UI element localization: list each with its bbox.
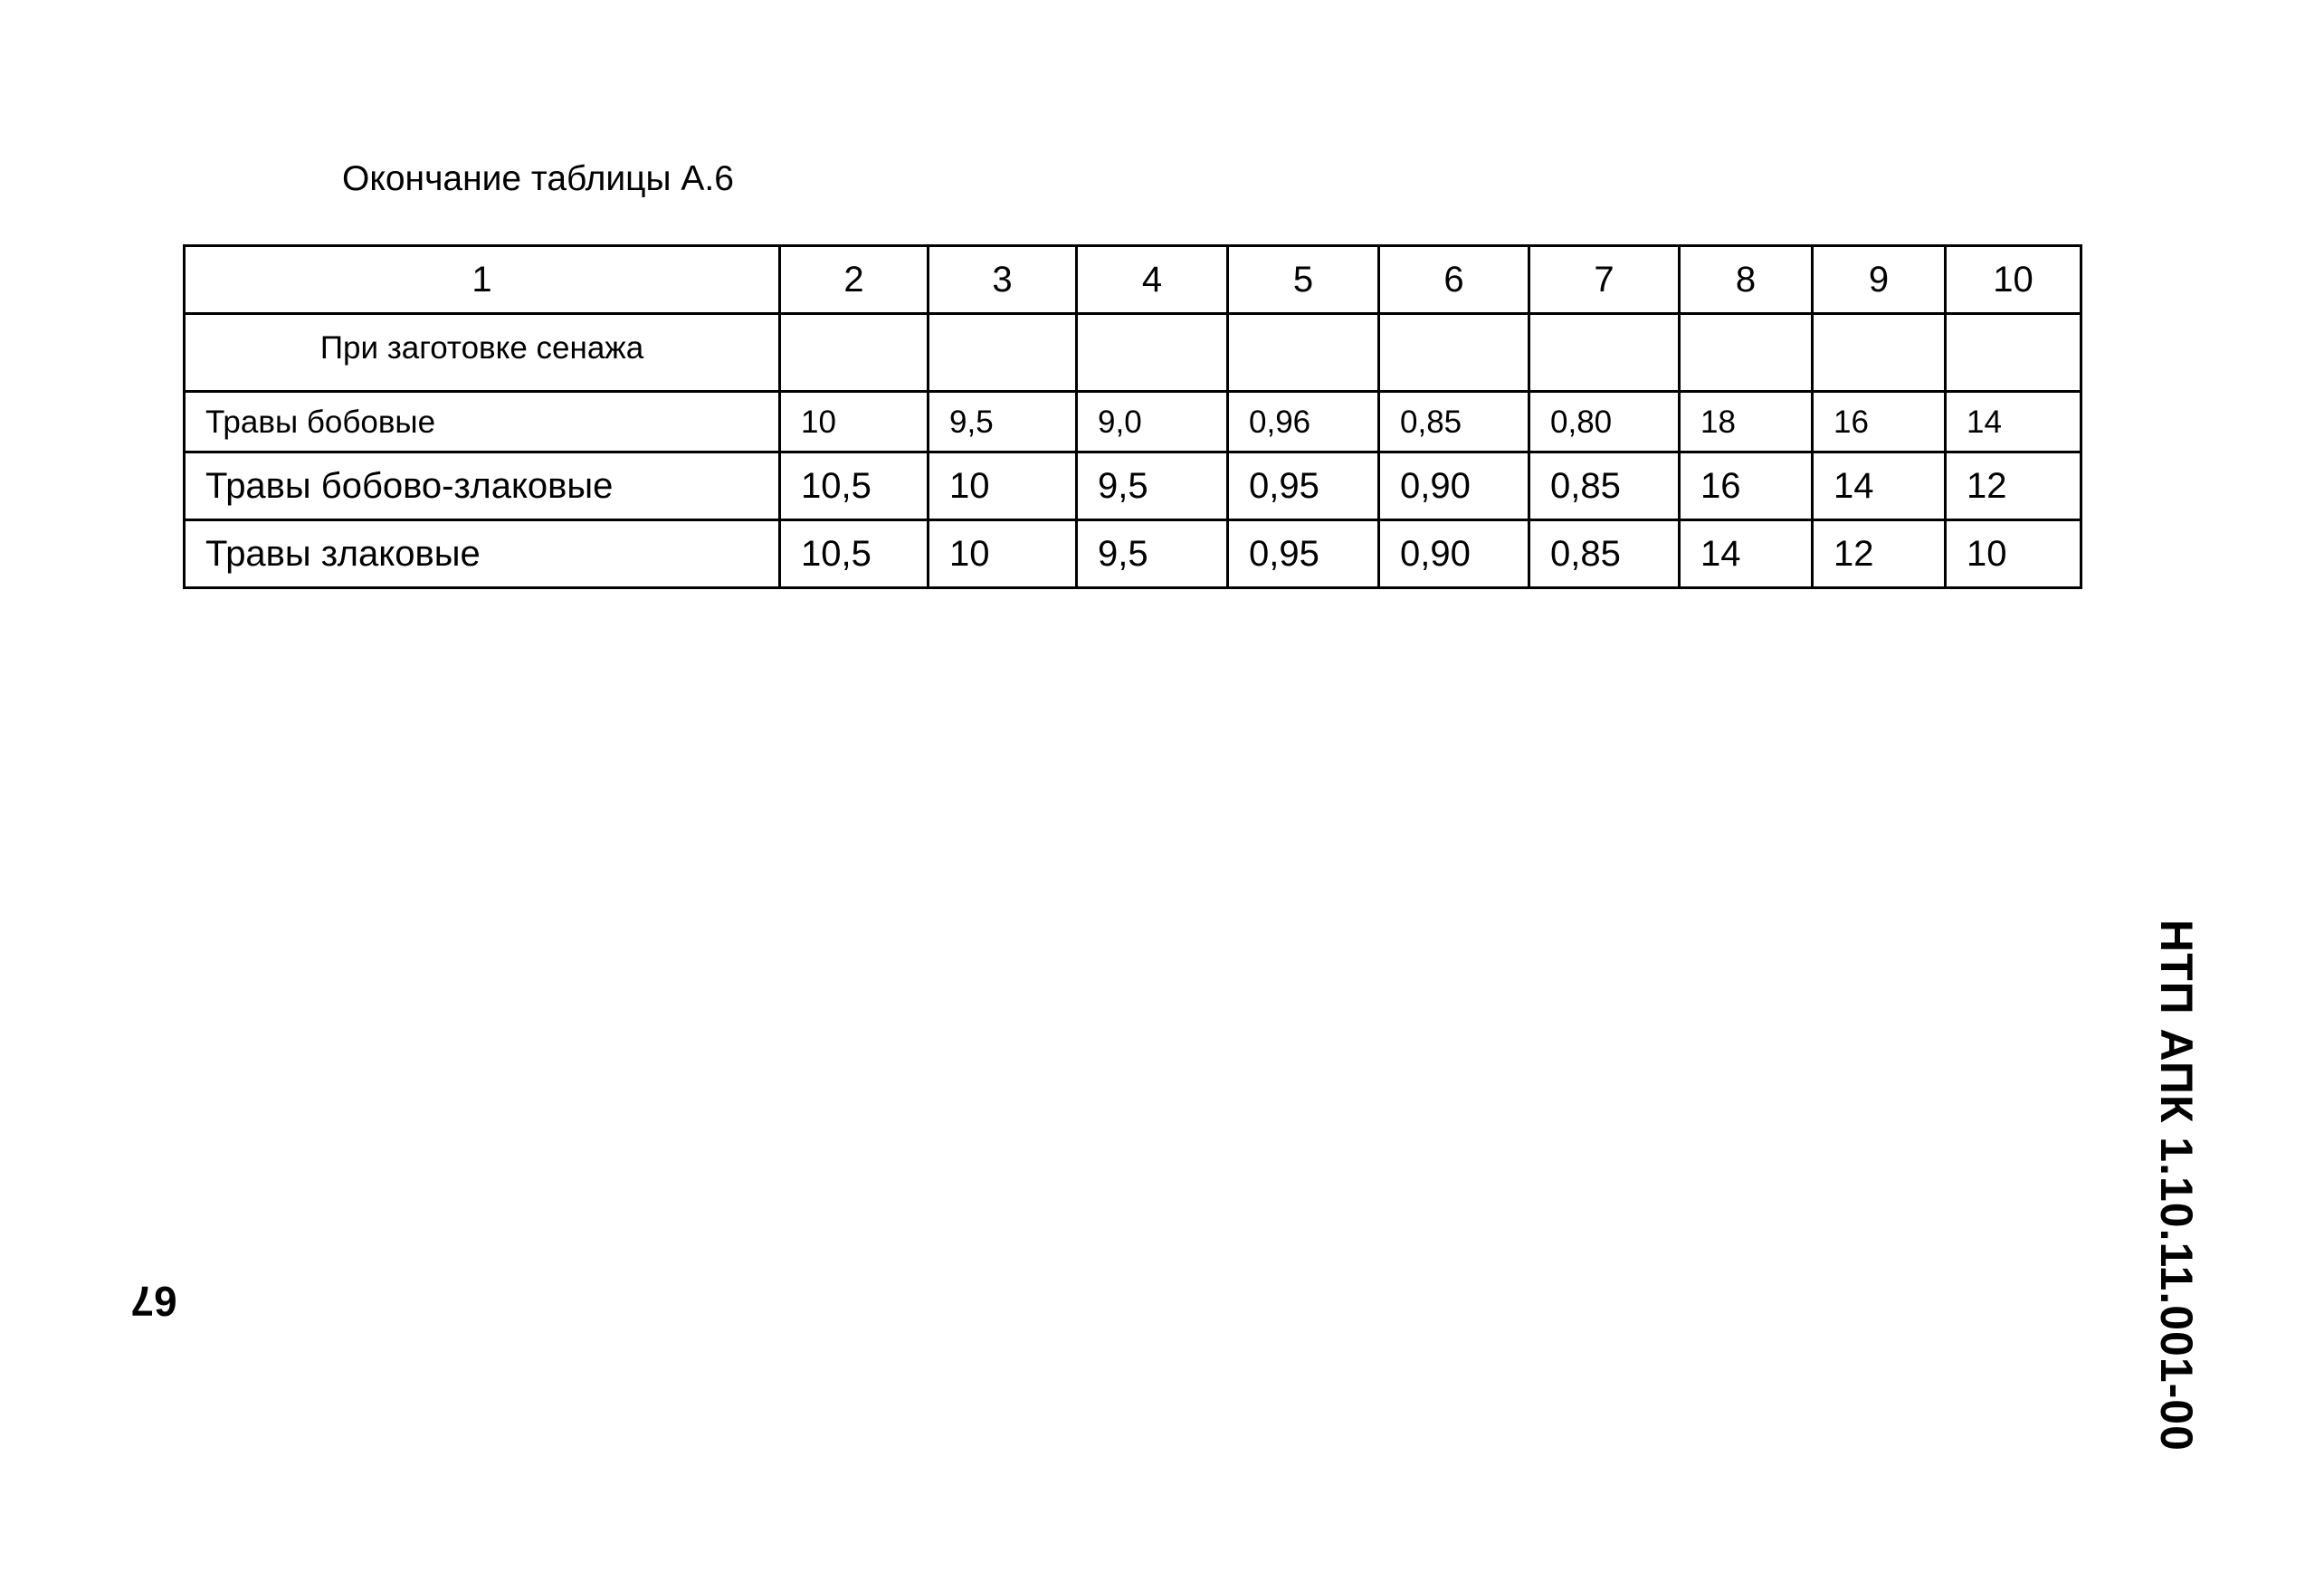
table-cell: 10 (780, 392, 929, 452)
page-number: 67 (130, 1278, 177, 1325)
column-number: 3 (929, 246, 1077, 314)
table-cell: 0,80 (1529, 392, 1680, 452)
table-cell: 0,85 (1529, 452, 1680, 520)
table-cell: 10 (1946, 520, 2081, 588)
data-table (183, 244, 2082, 589)
table-row (185, 452, 2081, 520)
table-cell: 18 (1680, 392, 1813, 452)
table-cell: 9,0 (1077, 392, 1228, 452)
row-label: Травы бобовые (185, 392, 780, 452)
column-number: 2 (780, 246, 929, 314)
table-cell (1946, 314, 2081, 392)
column-number: 7 (1529, 246, 1680, 314)
table-row (185, 520, 2081, 588)
table-cell: 9,5 (1077, 520, 1228, 588)
table-cell: 9,5 (929, 392, 1077, 452)
column-number: 6 (1379, 246, 1529, 314)
table-cell: 0,96 (1228, 392, 1379, 452)
table-cell (1529, 314, 1680, 392)
table-cell (1680, 314, 1813, 392)
column-number: 5 (1228, 246, 1379, 314)
table-cell: 10,5 (780, 520, 929, 588)
table-cell (1228, 314, 1379, 392)
table-cell: 9,5 (1077, 452, 1228, 520)
table-cell: 14 (1946, 392, 2081, 452)
table-cell: 10,5 (780, 452, 929, 520)
table-cell (1379, 314, 1529, 392)
table-cell: 10 (929, 452, 1077, 520)
data-table-container (183, 244, 2082, 589)
table-cell: 0,90 (1379, 520, 1529, 588)
table-row (185, 392, 2081, 452)
section-label: При заготовке сенажа (185, 314, 780, 392)
table-cell: 0,95 (1228, 520, 1379, 588)
table-cell: 14 (1680, 520, 1813, 588)
table-cell (1813, 314, 1946, 392)
column-number: 9 (1813, 246, 1946, 314)
column-number: 10 (1946, 246, 2081, 314)
table-cell: 0,85 (1379, 392, 1529, 452)
table-cell (929, 314, 1077, 392)
column-number: 4 (1077, 246, 1228, 314)
document-code: НТП АПК 1.10.11.001-00 (2151, 919, 2202, 1452)
table-cell (780, 314, 929, 392)
column-number: 1 (185, 246, 780, 314)
row-label: Травы злаковые (185, 520, 780, 588)
column-number-row (185, 246, 2081, 314)
table-caption: Окончание таблицы А.6 (342, 159, 734, 198)
table-cell: 12 (1946, 452, 2081, 520)
column-number: 8 (1680, 246, 1813, 314)
section-row (185, 314, 2081, 392)
table-cell: 0,90 (1379, 452, 1529, 520)
table-cell (1077, 314, 1228, 392)
row-label: Травы бобово-злаковые (185, 452, 780, 520)
table-cell: 0,95 (1228, 452, 1379, 520)
table-cell: 12 (1813, 520, 1946, 588)
table-cell: 10 (929, 520, 1077, 588)
table-cell: 14 (1813, 452, 1946, 520)
table-cell: 16 (1680, 452, 1813, 520)
table-cell: 16 (1813, 392, 1946, 452)
table-cell: 0,85 (1529, 520, 1680, 588)
